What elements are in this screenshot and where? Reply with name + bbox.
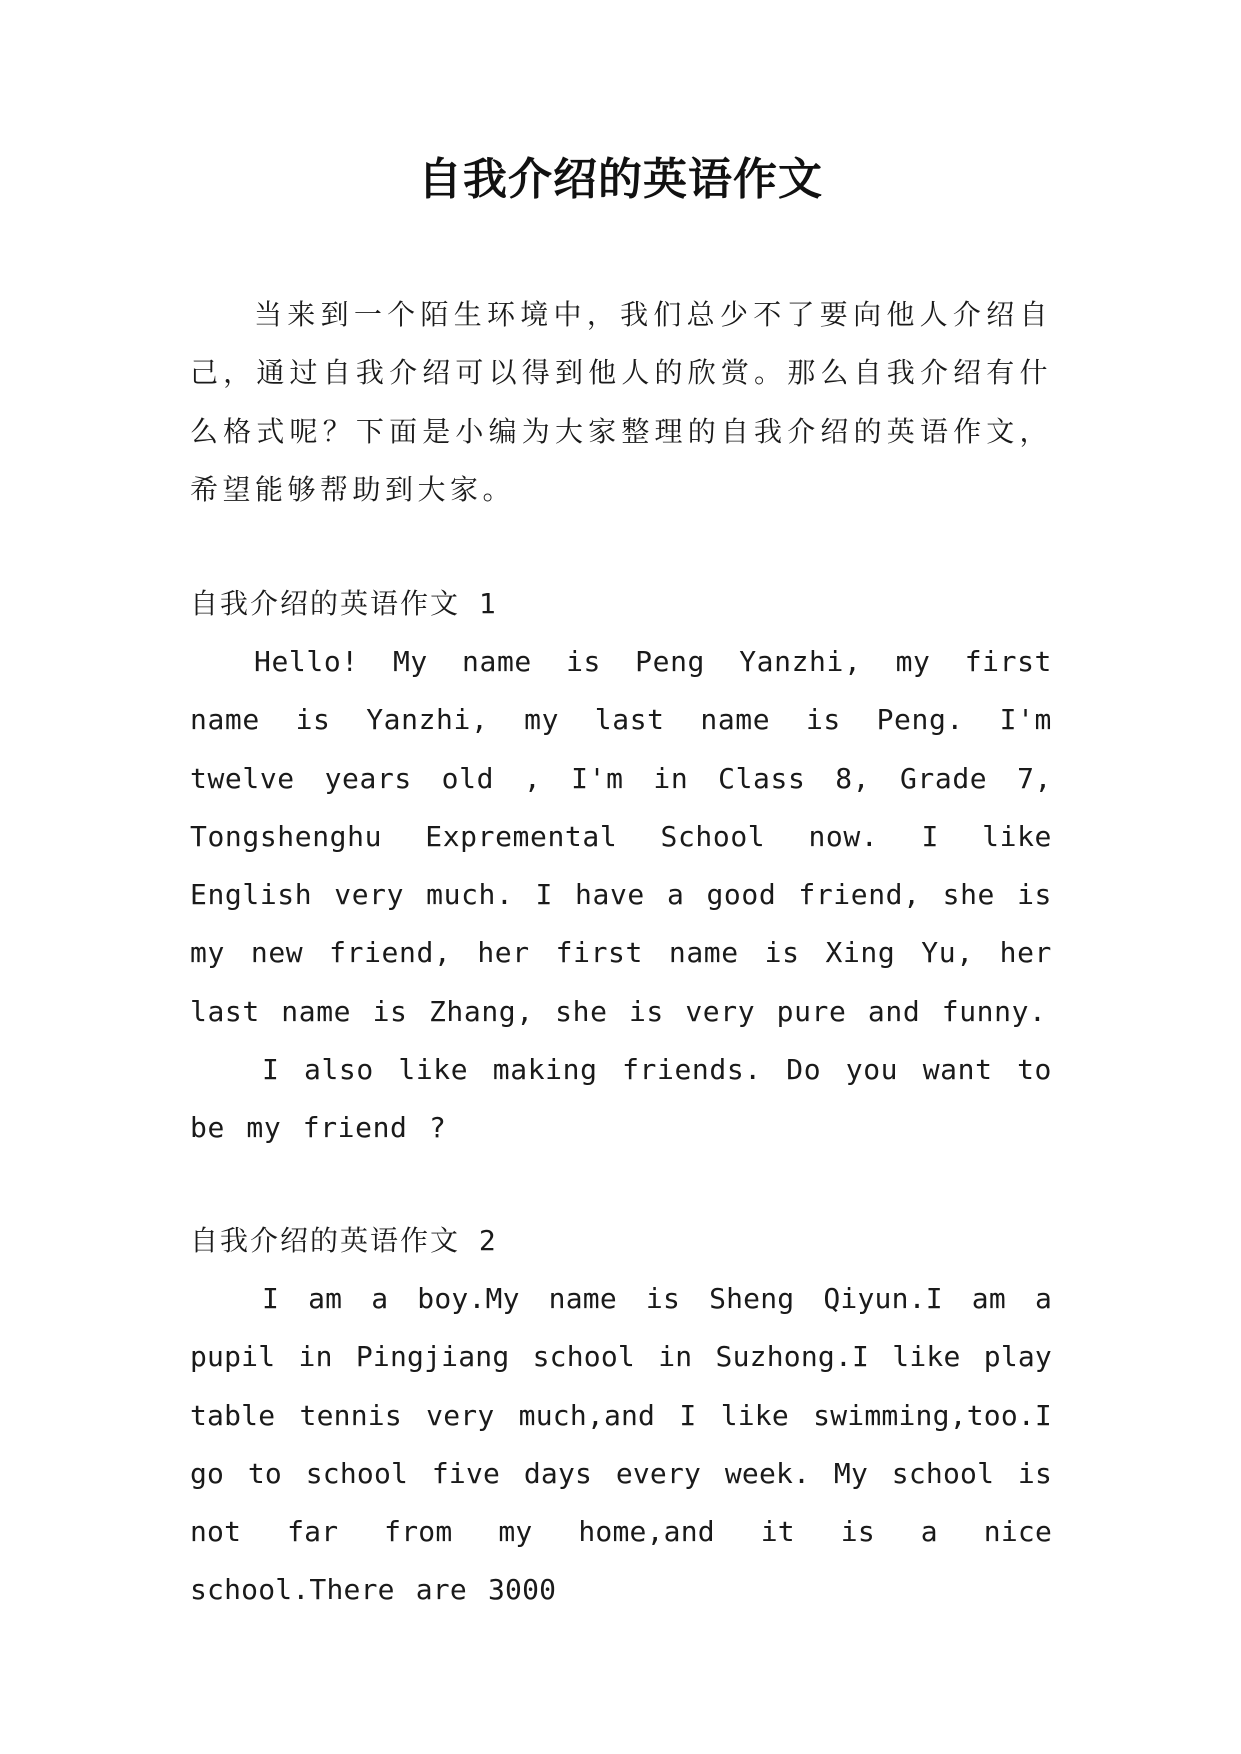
section-2-heading: 自我介绍的英语作文 2 <box>190 1224 498 1257</box>
section-1-paragraph-2: I also like making friends. Do you want to be my friend ? <box>190 1053 1052 1145</box>
intro-paragraph: 当来到一个陌生环境中，我们总少不了要向他人介绍自己，通过自我介绍可以得到他人的欣赏。那么自我介绍有什么格式呢？下面是小编为大家整理的自我介绍的英语作文，希望能够帮助到大家。 <box>190 298 1052 506</box>
section-1-heading: 自我介绍的英语作文 1 <box>190 587 498 620</box>
intro-paragraph-block <box>190 286 1052 519</box>
section-1-body <box>190 633 1052 1158</box>
section-1-paragraph-1: Hello! My name is Peng Yanzhi, my first name is Yanzhi, my last name is Peng. I'm twelve years old , I'm in Class 8, Grade 7, Tongshenghu Expremental School now. I like English very much. I have a good friend, she is my new friend, her first name is Xing Yu, her last name is Zhang, she is very pure and funny. <box>190 645 1052 1028</box>
section-2-body <box>190 1270 1052 1620</box>
section-2-paragraph-1: I am a boy.My name is Sheng Qiyun.I am a pupil in Pingjiang school in Suzhong.I like play table tennis very much,and I like swimming,too.I go to school five days every week. My school is not far from my home,and it is a nice school.There are 3000 <box>190 1282 1052 1607</box>
document-title: 自我介绍的英语作文 <box>418 154 823 205</box>
